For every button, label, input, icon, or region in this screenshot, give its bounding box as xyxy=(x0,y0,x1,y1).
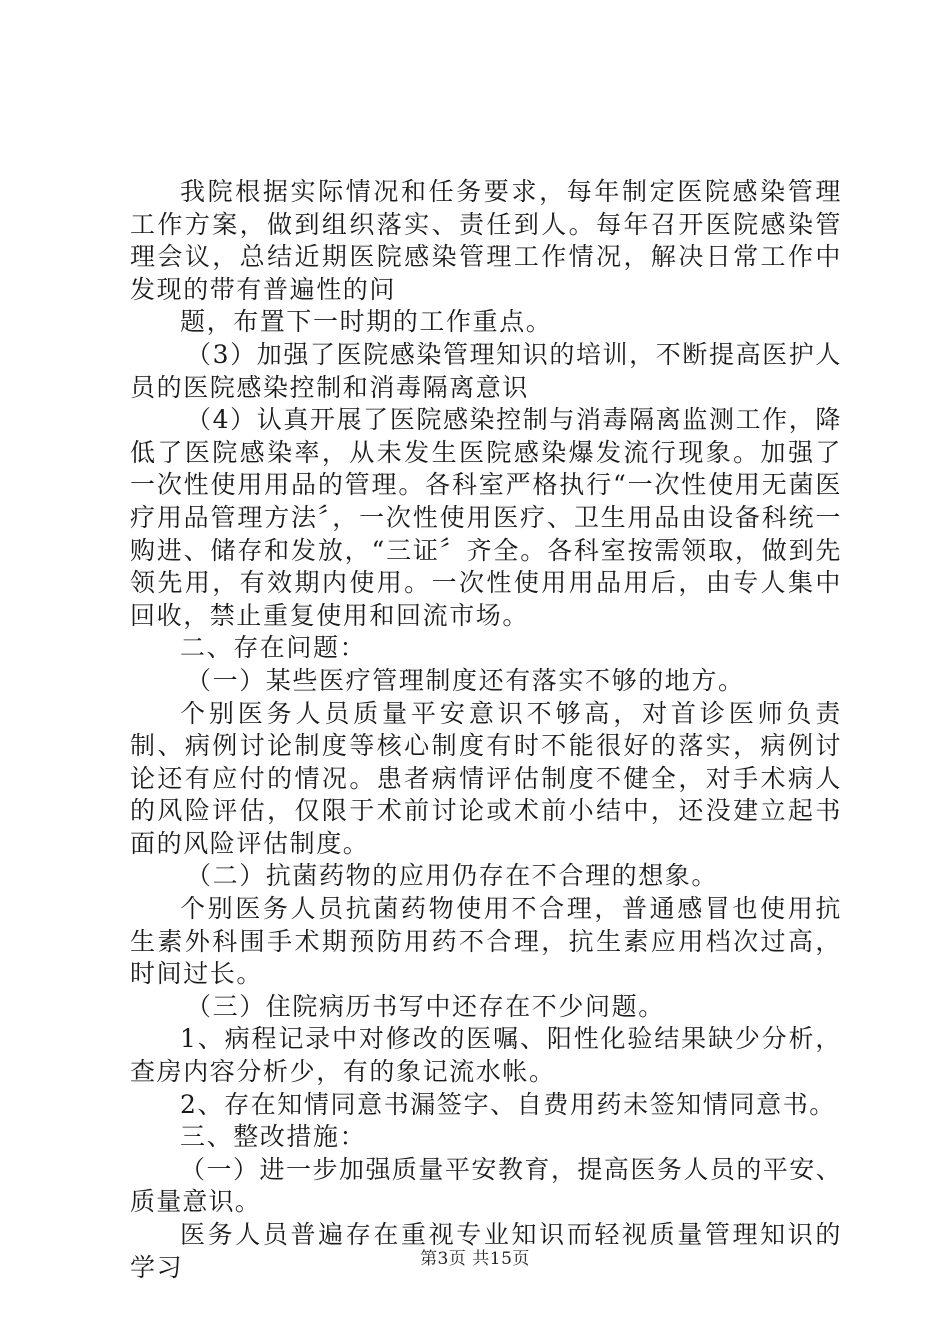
subheading-1: （一）某些医疗管理制度还有落实不够的地方。 xyxy=(186,665,745,695)
paragraph-5: 个别医务人员质量平安意识不够高，对首诊医师负责制、病例讨论制度等核心制度有时不能很好的落实，病例讨论还有应付的情况。患者病情评估制度不健全，对手术病人的风险评估，仅限于术前讨论或术前小结中，还没建立起书面的风险评估制度。 xyxy=(130,698,842,858)
paragraph-6: 个别医务人员抗菌药物使用不合理，普通感冒也使用抗生素外科围手术期预防用药不合理，抗生素应用档次过高，时间过长。 xyxy=(130,894,842,989)
list-item-2: 2、存在知情同意书漏签字、自费用药未签知情同意书。 xyxy=(180,1089,836,1119)
document-body xyxy=(130,176,842,1284)
paragraph-3: （3）加强了医院感染管理知识的培训，不断提高医护人员的医院感染控制和消毒隔离意识 xyxy=(130,339,842,402)
subheading-measures-1: （一）进一步加强质量平安教育，提高医务人员的平安、质量意识。 xyxy=(130,1154,842,1217)
page-number-footer: 第3页 共15页 xyxy=(420,1249,530,1269)
paragraph-7: 医务人员普遍存在重视专业知识而轻视质量管理知识的学习 xyxy=(130,1220,842,1282)
paragraph-4: （4）认真开展了医院感染控制与消毒隔离监测工作，降低了医院感染率，从未发生医院感染爆发流行现象。加强了一次性使用用品的管理。各科室严格执行“一次性使用无菌医疗用品管理方法〞，一次性使用医疗、卫生用品由设备科统一购进、储存和发放，“三证〞齐全。各科室按需领取，做到先领先用，有效期内使用。一次性使用用品用后，由专人集中回收，禁止重复使用和回流市场。 xyxy=(130,405,842,630)
section-heading-problems: 二、存在问题： xyxy=(180,633,367,663)
section-heading-measures: 三、整改措施： xyxy=(180,1122,367,1152)
subheading-3: （三）住院病历书写中还存在不少问题。 xyxy=(186,991,665,1021)
list-item-1: 1、病程记录中对修改的医嘱、阳性化验结果缺少分析，查房内容分析少，有的象记流水帐。 xyxy=(130,1024,842,1087)
paragraph-1: 我院根据实际情况和任务要求，每年制定医院感染管理工作方案，做到组织落实、责任到人。每年召开医院感染管理会议，总结近期医院感染管理工作情况，解决日常工作中发现的带有普遍性的问 xyxy=(130,177,842,304)
paragraph-2: 题，布置下一时期的工作重点。 xyxy=(180,307,553,337)
subheading-2: （二）抗菌药物的应用仍存在不合理的想象。 xyxy=(186,861,719,891)
